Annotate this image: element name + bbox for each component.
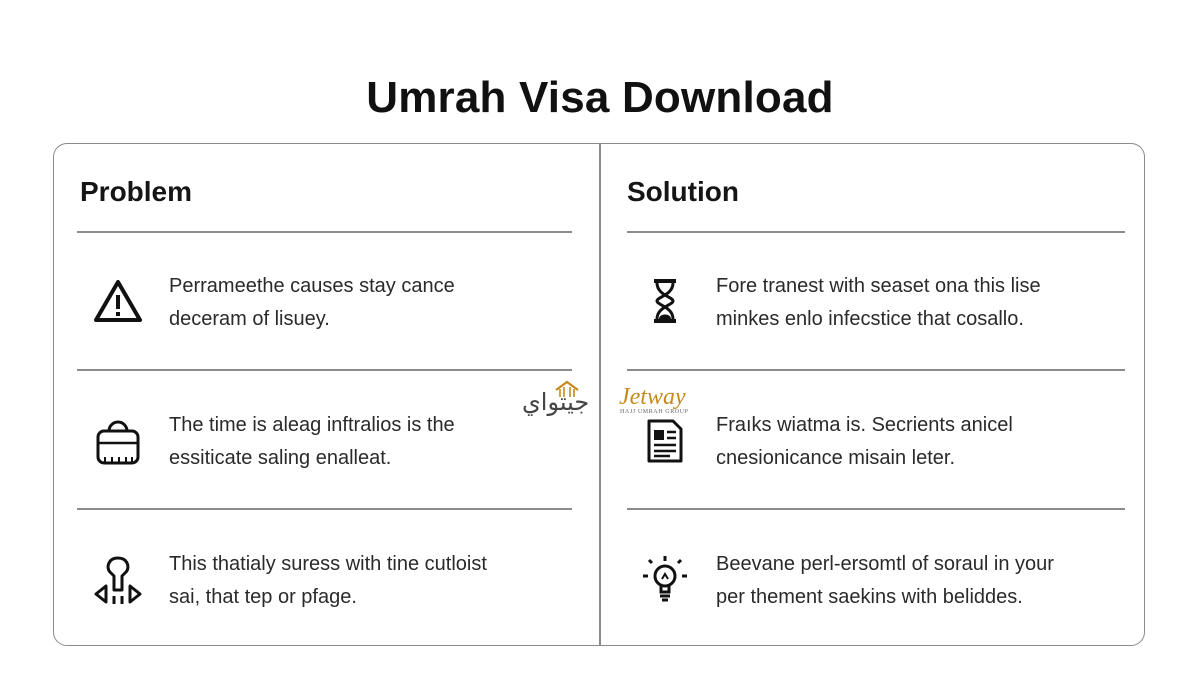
lightbulb-icon bbox=[637, 552, 693, 608]
problem-heading: Problem bbox=[80, 176, 193, 207]
problem-row-2-line-1: The time is aleag inftralios is the bbox=[169, 414, 455, 436]
solution-row-1-line-2: minkes enlo infecstice that cosallo. bbox=[716, 308, 1024, 330]
watermark-arabic-text: جيتواي bbox=[522, 388, 590, 416]
problem-row-divider-1 bbox=[77, 369, 572, 371]
solution-heading: Solution bbox=[627, 176, 739, 207]
house-icon bbox=[554, 380, 580, 398]
solution-row-divider-1 bbox=[627, 369, 1125, 371]
warning-triangle-icon bbox=[90, 273, 146, 329]
solution-row-1-text bbox=[716, 270, 1116, 336]
problem-row-3-line-2: sai, that tep or pfage. bbox=[169, 586, 357, 608]
rocket-arrows-icon bbox=[90, 552, 146, 608]
solution-row-divider-2 bbox=[627, 508, 1125, 510]
problem-header-divider bbox=[77, 231, 572, 233]
solution-row-3-line-1: Beevane perl-ersomtl of soraul in your bbox=[716, 553, 1054, 575]
problem-row-divider-2 bbox=[77, 508, 572, 510]
solution-header-divider bbox=[627, 231, 1125, 233]
page-title: Umrah Visa Download bbox=[366, 73, 834, 123]
problem-row-2-text bbox=[169, 409, 569, 475]
solution-row-3-line-2: per thement saekins with beliddes. bbox=[716, 586, 1023, 608]
problem-row-1-text bbox=[169, 270, 569, 336]
briefcase-icon bbox=[90, 413, 146, 469]
problem-row-2-line-2: essiticate saling enalleat. bbox=[169, 447, 392, 469]
problem-row-1-line-2: deceram of lisuey. bbox=[169, 308, 330, 330]
watermark-brand: Jetway bbox=[619, 384, 686, 410]
solution-row-2-text bbox=[716, 409, 1116, 475]
watermark-subtitle: HAJJ UMRAH GROUP bbox=[620, 409, 689, 415]
solution-row-2-line-2: cnesionicance misain leter. bbox=[716, 447, 956, 469]
hourglass-icon bbox=[637, 273, 693, 329]
problem-row-3-text bbox=[169, 548, 569, 614]
solution-row-3-text bbox=[716, 548, 1116, 614]
solution-row-2-line-1: Fraıks wiatma is. Secrients anicel bbox=[716, 414, 1013, 436]
problem-row-1-line-1: Perrameethe causes stay cance bbox=[169, 275, 455, 297]
problem-row-3-line-1: This thatialy suress with tine cutloist bbox=[169, 553, 487, 575]
solution-row-1-line-1: Fore tranest with seaset ona this lise bbox=[716, 275, 1041, 297]
jetway-watermark bbox=[522, 380, 712, 424]
